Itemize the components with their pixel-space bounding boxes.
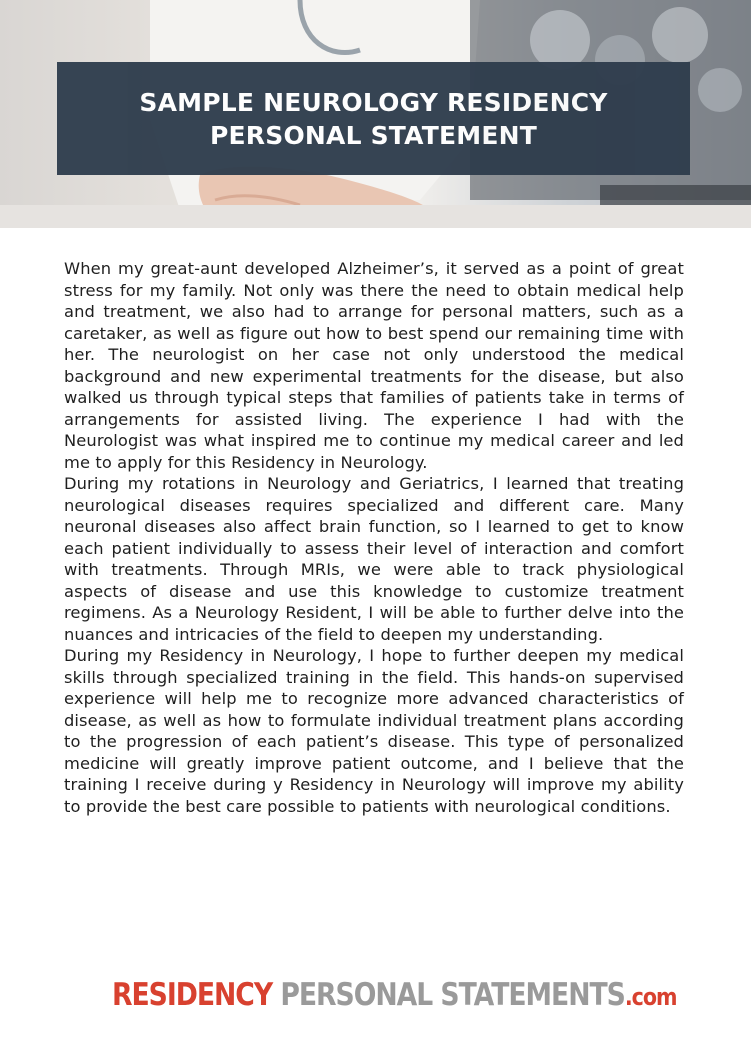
logo-residency: RESIDENCY [112, 977, 273, 1013]
paragraph-2: During my rotations in Neurology and Geriatrics, I learned that treating neurological diseases requires specialized and different care. Many neuronal diseases also affect brain function, so I learned to get to know each patient individually to assess their level of interaction and comfort with treatments. Through MRIs, we were able to track physiological aspects of disease and use this knowledge to customize treatment regimens. As a Neurology Resident, I will be able to further delve into the nuances and intricacies of the field to deepen my understanding. [64, 474, 684, 644]
paragraph-3: During my Residency in Neurology, I hope to further deepen my medical skills through specialized training in the field. This hands-on supervised experience will help me to recognize more advanced characteristics of disease, as well as how to formulate individual treatment plans according to the progression of each patient’s disease. This type of personalized medicine will greatly improve patient outcome, and I believe that the training I receive during y Residency in Neurology will improve my ability to provide the best care possible to patients with neurological conditions. [64, 646, 684, 816]
logo-dotcom: .com [624, 983, 677, 1011]
site-logo [108, 960, 677, 1030]
page-title: SAMPLE NEUROLOGY RESIDENCY PERSONAL STATEMENT [139, 87, 608, 150]
statement-body [64, 258, 684, 817]
title-banner [57, 62, 690, 175]
paragraph-1: When my great-aunt developed Alzheimer’s, it served as a point of great stress for my family. Not only was there the need to obtain medical help and treatment, we also had to arrange for personal matters, such as a caretaker, as well as figure out how to best spend our remaining time with her. The neurologist on her case not only understood the medical background and new experimental treatments for the disease, but also walked us through typical steps that families of patients take in terms of arrangements for assisted living. The experience I had with the Neurologist was what inspired me to continue my medical career and led me to apply for this Residency in Neurology. [64, 259, 684, 472]
logo-wordmark [112, 977, 676, 1013]
logo-personal-statements: PERSONAL STATEMENTS [272, 977, 625, 1013]
